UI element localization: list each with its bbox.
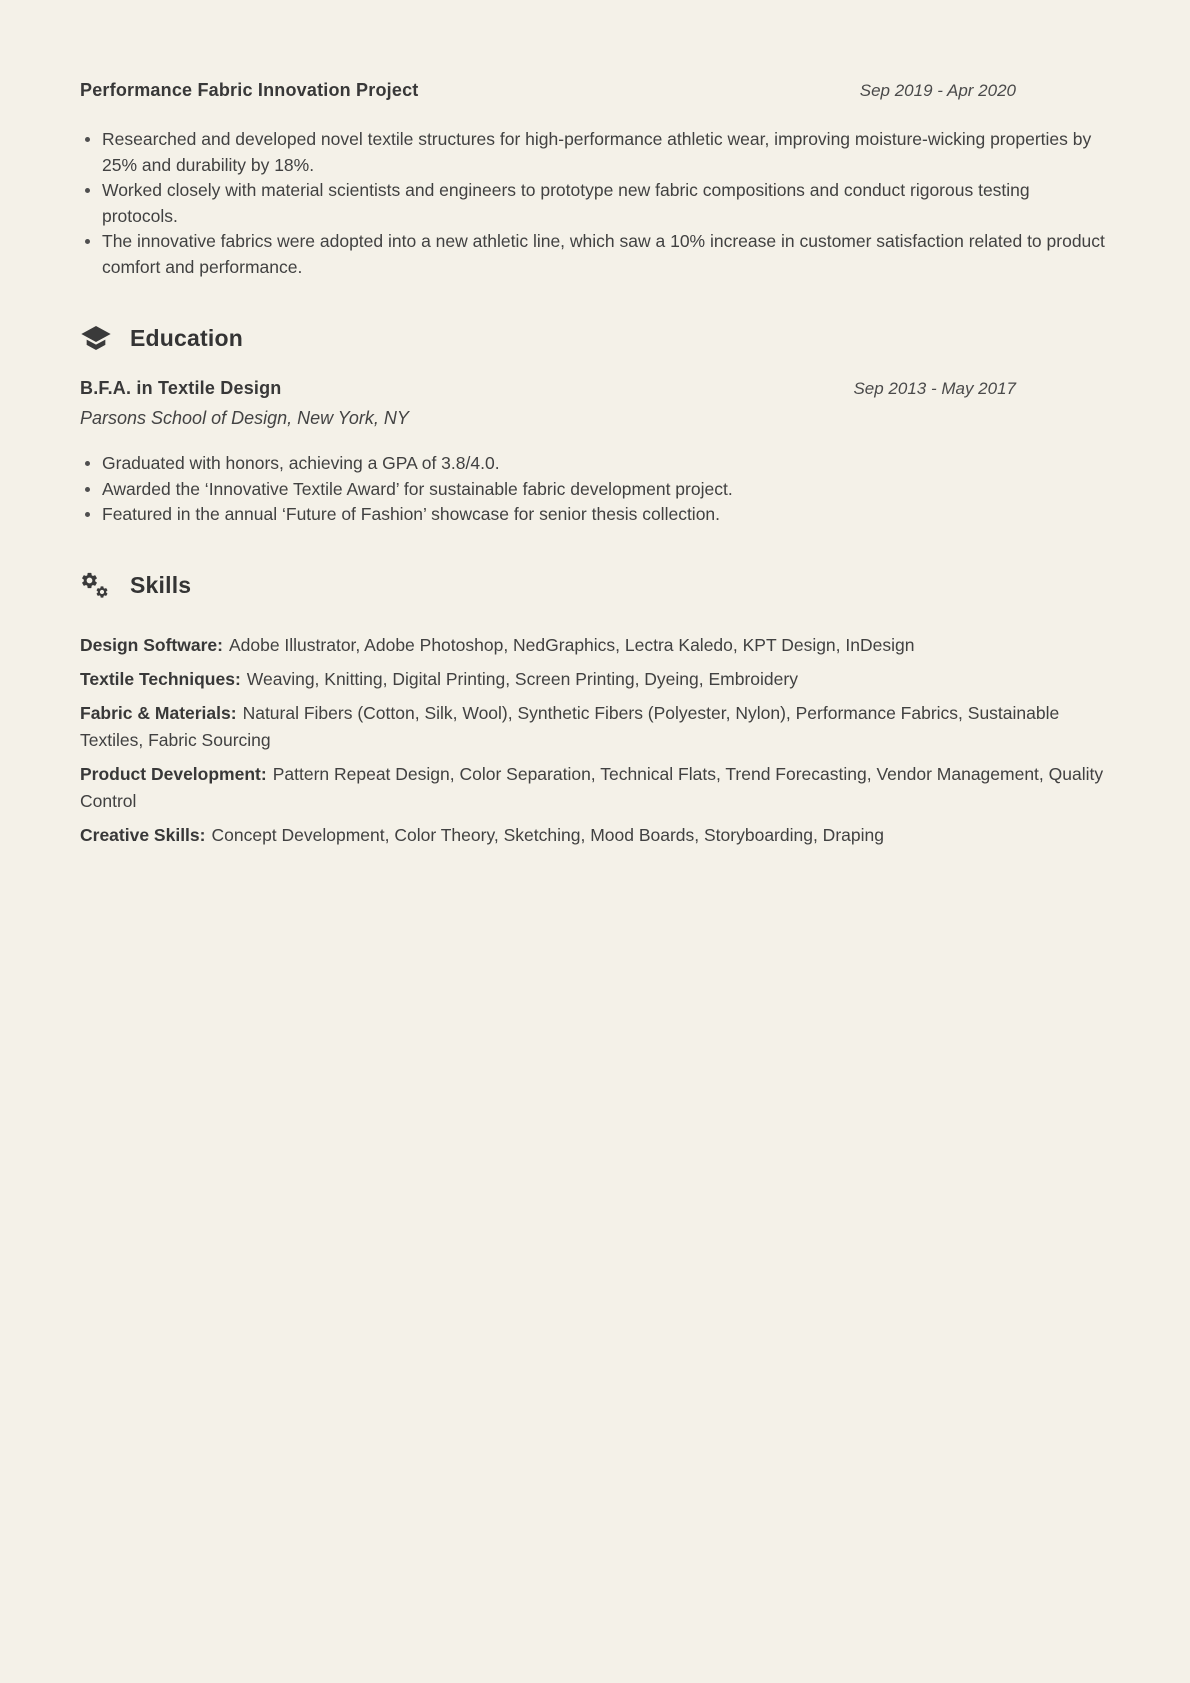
education-section-header (80, 322, 1105, 354)
skill-category (80, 761, 1105, 815)
education-bullet-list (80, 451, 1105, 528)
skill-category-label: Product Development: (80, 763, 267, 784)
experience-bullet-text: Researched and developed novel textile structures for high-performance athletic wear, improving moisture-wicking properties by 25% and durability by 18%. (102, 129, 1092, 175)
skill-category-items: Adobe Illustrator, Adobe Photoshop, NedGraphics, Lectra Kaledo, KPT Design, InDesign (228, 634, 915, 655)
bullet-dot (85, 137, 90, 142)
education-bullet (80, 451, 1105, 477)
skill-category-items: Pattern Repeat Design, Color Separation, Technical Flats, Trend Forecasting, Vendor Management, Quality Control (80, 763, 1104, 811)
graduation-cap-icon (80, 322, 112, 354)
skills-section-title: Skills (130, 572, 192, 598)
experience-bullet-list (80, 127, 1105, 280)
skill-category (80, 700, 1105, 754)
degree-title: B.F.A. in Textile Design (80, 378, 282, 398)
experience-bullet (80, 127, 1105, 178)
bullet-dot (85, 239, 90, 244)
skill-category-items: Concept Development, Color Theory, Sketching, Mood Boards, Storyboarding, Draping (211, 824, 884, 845)
degree-dates: Sep 2013 - May 2017 (853, 379, 1016, 398)
skill-category-items: Weaving, Knitting, Digital Printing, Screen Printing, Dyeing, Embroidery (246, 668, 798, 689)
skill-category-label: Creative Skills: (80, 824, 206, 845)
education-section (80, 322, 1105, 528)
skills-list (80, 632, 1105, 849)
job-title: Performance Fabric Innovation Project (80, 80, 419, 100)
skill-category-items: Natural Fibers (Cotton, Silk, Wool), Synthetic Fibers (Polyester, Nylon), Performance Fabrics, Sustainable Textiles, Fabric Sourcing (80, 702, 1060, 750)
skill-category (80, 632, 1105, 659)
school-name: Parsons School of Design, New York, NY (80, 408, 409, 428)
gears-icon (80, 570, 112, 602)
skills-section-header (80, 570, 1105, 602)
experience-bullet (80, 178, 1105, 229)
bullet-dot (85, 512, 90, 517)
skill-category-label: Design Software: (80, 634, 223, 655)
bullet-dot (85, 188, 90, 193)
education-bullet (80, 502, 1105, 528)
job-dates: Sep 2019 - Apr 2020 (859, 81, 1016, 100)
skill-category-label: Fabric & Materials: (80, 702, 237, 723)
experience-bullet-text: Worked closely with material scientists and engineers to prototype new fabric compositions and conduct rigorous testing protocols. (102, 180, 1030, 226)
skill-category (80, 822, 1105, 849)
education-bullet-text: Featured in the annual ‘Future of Fashion’ showcase for senior thesis collection. (102, 504, 721, 524)
skill-category (80, 666, 1105, 693)
education-bullet-text: Graduated with honors, achieving a GPA of 3.8/4.0. (102, 453, 500, 473)
education-section-title: Education (130, 324, 243, 351)
degree-row (80, 378, 1105, 399)
skills-section (80, 570, 1105, 849)
experience-header-row (80, 80, 1105, 101)
skill-category-label: Textile Techniques: (80, 668, 241, 689)
education-bullet-text: Awarded the ‘Innovative Textile Award’ for sustainable fabric development project. (102, 478, 733, 499)
bullet-dot (85, 461, 90, 466)
bullet-dot (85, 487, 90, 492)
experience-bullet (80, 229, 1105, 280)
experience-bullet-text: The innovative fabrics were adopted into a new athletic line, which saw a 10% increase in customer satisfaction related to product comfort and performance. (102, 231, 1105, 277)
education-bullet (80, 477, 1105, 503)
experience-section (80, 80, 1105, 280)
